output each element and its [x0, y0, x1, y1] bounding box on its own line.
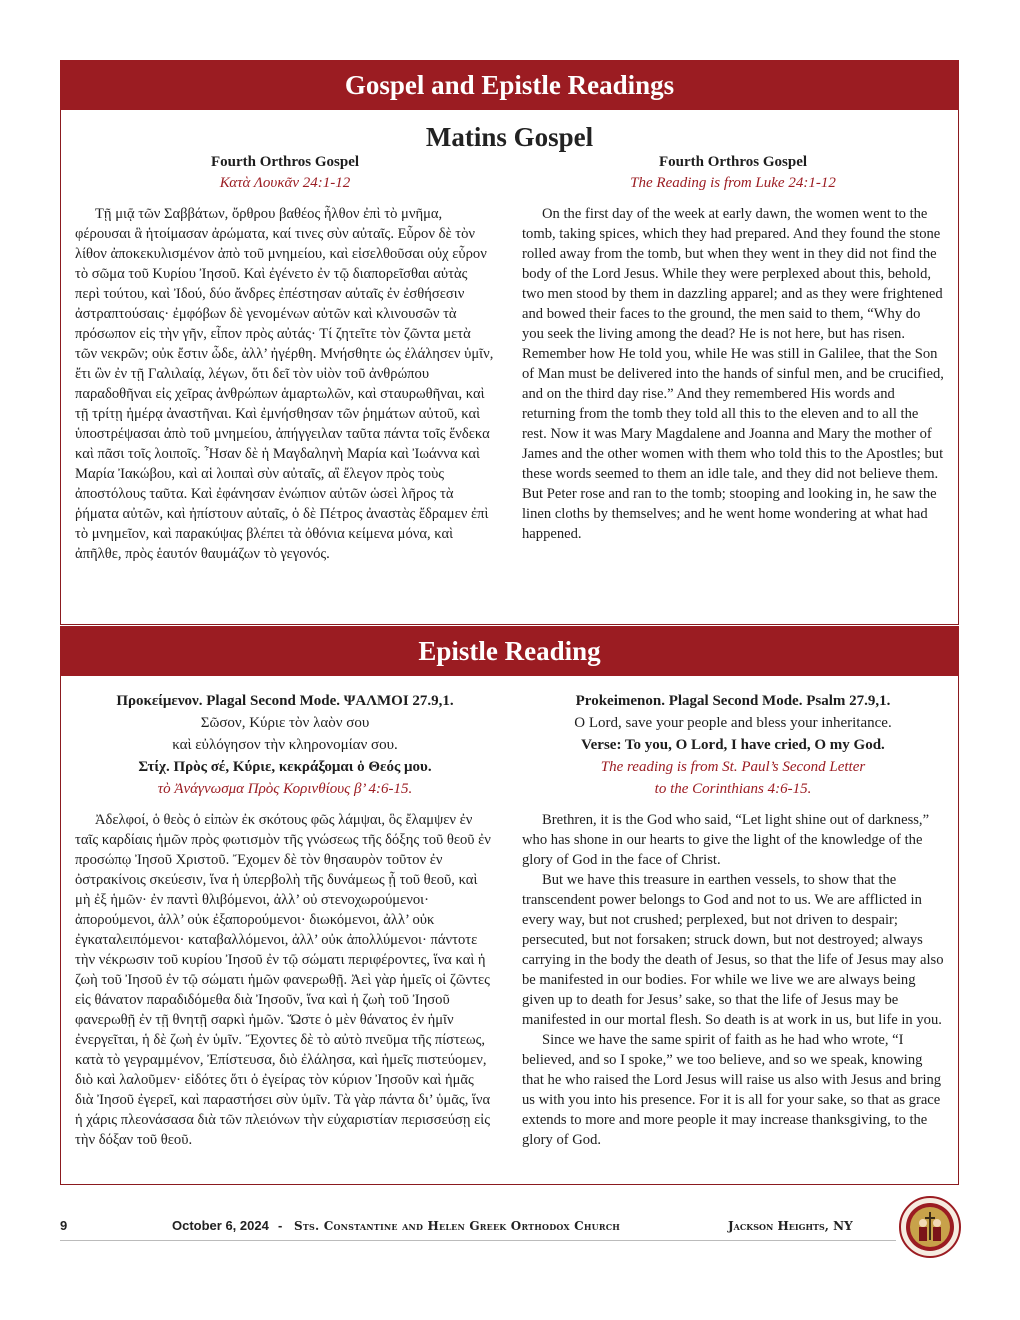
epistle-english-verse: Verse: To you, O Lord, I have cried, O my God. — [581, 737, 885, 753]
epistle-greek-line2: καὶ εὐλόγησον τὴν κληρονομίαν σου. — [172, 737, 398, 753]
gospel-greek-reference: Κατὰ Λουκᾶν 24:1-12 — [219, 175, 351, 191]
gospel-english-heading: Fourth Orthros Gospel — [658, 154, 808, 170]
gospel-greek-text: Τῇ μιᾷ τῶν Σαββάτων, ὄρθρου βαθέος ἦλθον ἐπὶ τὸ μνῆμα, φέρουσαι ἃ ἡτοίμασαν ἀρώματα, καί τινες σὺν αὐταῖς. Εὗρον δὲ τὸν λίθον ἀποκεκυλισμένον ἀπὸ τοῦ μνημείου, καὶ εἰσελθοῦσαι οὐχ εὗρον τὸ σῶμα τοῦ Κυρίου Ἰησοῦ. Καὶ ἐγένετο ἐν τῷ διαπορεῖσθαι αὐτὰς περὶ τούτου, καὶ Ἰδού, δύο ἄνδρες ἐπέστησαν αὐταῖς ἐν ἐσθήσεσιν ἀστραπτούσαις· ἐμφόβων δὲ γενομένων αὐτῶν καὶ κλινουσῶν τὰ πρόσωπον εἰς τὴν γῆν, εἶπον πρὸς αὐτάς· Τί ζητεῖτε τὸν ζῶντα μετὰ τῶν νεκρῶν; οὐκ ἔστιν ὧδε, ἀλλ’ ἠγέρθη. Μνήσθητε ὡς ἐλάλησεν ὑμῖν, ἔτι ὢν ἐν τῇ Γαλιλαίᾳ, λέγων, ὅτι δεῖ τὸν υἱὸν τοῦ ἀνθρώπου παραδοθῆναι εἰς χεῖρας ἀνθρώπων ἁμαρτωλῶν, καὶ σταυρωθῆναι, καὶ τῇ τρίτῃ ἡμέρᾳ ἀναστῆναι. Καὶ ἐμνήσθησαν τῶν ῥημάτων αὐτοῦ, καὶ ὑποστρέψασαι ἀπὸ τοῦ μνημείου, ἀπήγγειλαν ταῦτα πάντα τοῖς ἕνδεκα καὶ πᾶσι τοῖς λοιποῖς. Ἦσαν δὲ ἡ Μαγδαληνὴ Μαρία καὶ Ἰωάννα καὶ Μαρία Ἰακώβου, καὶ αἱ λοιπαὶ σὺν αὐταῖς, αἳ ἔλεγον πρὸς τοὺς ἀποστόλους ταῦτα. Καὶ ἐφάνησαν ἐνώπιον αὐτῶν ὡσεὶ λῆρος τὰ ῥήματα αὐτῶν, καὶ ἠπίστουν αὐταῖς, ὁ δὲ Πέτρος ἀναστὰς ἔδραμεν ἐπὶ τὸ μνημεῖον, καὶ παρακύψας βλέπει τὰ ὀθόνια κείμενα μόνα, καὶ ἀπῆλθε, πρὸς ἑαυτόν θαυμάζων τὸ γεγονός. — [75, 206, 494, 562]
epistle-english-para-3: Since we have the same spirit of faith as he had who wrote, “I believed, and so I spoke,” we too believe, and so we speak, knowing that he who raised the Lord Jesus will raise us also with Jesus and bring us with you into his presence. For it is all for your sake, so that as grace extends to more and more people it may increase thanksgiving, to the glory of God. — [522, 1032, 942, 1148]
epistle-greek-prokeimenon: Προκείμενον. Plagal Second Mode. ΨΑΛΜΟΙ 27.9,1. — [116, 693, 454, 709]
gospel-section-title: Gospel and Epistle Readings — [60, 60, 959, 110]
epistle-english-column — [522, 690, 944, 1150]
footer-church-name: Sts. Constantine and Helen Greek Orthodox Church — [294, 1219, 621, 1233]
gospel-english-text: On the first day of the week at early dawn, the women went to the tomb, taking spices, which they had prepared. And they found the stone rolled away from the tomb, but when they went in they did not find the body of the Lord Jesus. While they were perplexed about this, behold, two men stood by them in dazzling apparel; and as they were frightened and bowed their faces to the ground, the men said to them, “Why do you seek the living among the dead? He is not here, but has risen. Remember how He told you, while He was still in Galilee, that the Son of Man must be delivered into the hands of sinful men, and be crucified, and on the third day rise.” And they remembered His words and returning from the tomb they told all this to the eleven and to all the rest. Now it was Mary Magdalene and Joanna and Mary the mother of James and the other women with them who told this to the Apostles; but these words seemed to them an idle tale, and they did not believe them. But Peter rose and ran to the tomb; stooping and looking in, he saw the linen cloths by themselves; and he went home wondering at what had happened. — [522, 206, 944, 542]
epistle-greek-verse: Στίχ. Πρὸς σέ, Κύριε, κεκράξομαι ὁ Θεός μου. — [138, 759, 432, 775]
epistle-english-prokeimenon: Prokeimenon. Plagal Second Mode. Psalm 27.9,1. — [575, 693, 891, 709]
footer-location: Jackson Heights, NY — [728, 1219, 853, 1233]
gospel-english-reference: The Reading is from Luke 24:1-12 — [630, 175, 836, 191]
epistle-english-line1: O Lord, save your people and bless your inheritance. — [574, 715, 892, 731]
epistle-english-reference-2: to the Corinthians 4:6-15. — [654, 781, 812, 797]
gospel-greek-heading: Fourth Orthros Gospel — [210, 154, 360, 170]
page-number: 9 — [60, 1218, 68, 1233]
footer-separator: - — [278, 1218, 283, 1233]
gospel-english-column — [522, 152, 944, 544]
church-seal-icon — [899, 1196, 961, 1258]
epistle-greek-reference: τὸ Ἀνάγνωσμα Πρὸς Κορινθίους β’ 4:6-15. — [157, 781, 413, 797]
epistle-greek-column — [75, 690, 495, 1150]
gospel-greek-column — [75, 152, 495, 564]
epistle-english-para-1: Brethren, it is the God who said, “Let light shine out of darkness,” who has shone in our hearts to give the light of the knowledge of the glory of God in the face of Christ. — [522, 812, 930, 868]
epistle-greek-line1: Σῶσον, Κύριε τὸν λαὸν σου — [200, 715, 370, 731]
epistle-section-title: Epistle Reading — [60, 626, 959, 676]
epistle-greek-text: Ἀδελφοί, ὁ θεὸς ὁ εἰπὼν ἐκ σκότους φῶς λάμψαι, ὃς ἔλαμψεν ἐν ταῖς καρδίαις ἡμῶν πρὸς φωτισμὸν τῆς γνώσεως τῆς δόξης τοῦ θεοῦ ἐν προσώπῳ Ἰησοῦ Χριστοῦ. Ἔχομεν δὲ τὸν θησαυρὸν τοῦτον ἐν ὀστρακίνοις σκεύεσιν, ἵνα ἡ ὑπερβολὴ τῆς δυνάμεως ᾖ τοῦ θεοῦ, καὶ μὴ ἐξ ἡμῶν· ἐν παντὶ θλιβόμενοι, ἀλλ’ οὐ στενοχωρούμενοι· ἀπορούμενοι, ἀλλ’ οὐκ ἐξαπορούμενοι· διωκόμενοι, ἀλλ’ οὐκ ἐγκαταλειπόμενοι· καταβαλλόμενοι, ἀλλ’ οὐκ ἀπολλύμενοι· πάντοτε τὴν νέκρωσιν τοῦ κυρίου Ἰησοῦ ἐν τῷ σώματι περιφέροντες, ἵνα καὶ ἡ ζωὴ τοῦ Ἰησοῦ ἐν τῷ σώματι ἡμῶν φανερωθῇ. Ἀεὶ γὰρ ἡμεῖς οἱ ζῶντες εἰς θάνατον παραδιδόμεθα διὰ Ἰησοῦν, ἵνα καὶ ἡ ζωὴ τοῦ Ἰησοῦ φανερωθῇ ἐν τῇ θνητῇ σαρκὶ ἡμῶν. Ὥστε ὁ μὲν θάνατος ἐν ἡμῖν ἐνεργεῖται, ἡ δὲ ζωὴ ἐν ὑμῖν. Ἔχοντες δὲ τὸ αὐτὸ πνεῦμα τῆς πίστεως, κατὰ τὸ γεγραμμένον, Ἐπίστευσα, διὸ ἐλάλησα, καὶ ἡμεῖς πιστεύομεν, διὸ καὶ λαλοῦμεν· εἰδότες ὅτι ὁ ἐγείρας τὸν κύριον Ἰησοῦν καὶ ἡμᾶς διὰ Ἰησοῦ ἐγερεῖ, καὶ παραστήσει σὺν ὑμῖν. Τὰ γὰρ πάντα δι’ ὑμᾶς, ἵνα ἡ χάρις πλεονάσασα διὰ τῶν πλειόνων τὴν εὐχαριστίαν περισσεύσῃ εἰς τὴν δόξαν τοῦ θεοῦ. — [75, 812, 491, 1148]
matins-gospel-title: Matins Gospel — [425, 122, 594, 152]
epistle-english-reference-1: The reading is from St. Paul’s Second Letter — [600, 759, 866, 775]
footer-date: October 6, 2024 — [172, 1218, 269, 1233]
footer-rule — [60, 1240, 896, 1241]
epistle-english-para-2: But we have this treasure in earthen vessels, to show that the transcendent power belongs to God and not to us. We are afflicted in every way, but not crushed; perplexed, but not driven to despair; persecuted, but not forsaken; struck down, but not destroyed; always carrying in the body the death of Jesus, so that the life of Jesus may also be manifested in our bodies. For while we live we are always being given up to death for Jesus’ sake, so that the life of Jesus may be manifested in our mortal flesh. So death is at work in us, but life in you. — [522, 872, 944, 1028]
